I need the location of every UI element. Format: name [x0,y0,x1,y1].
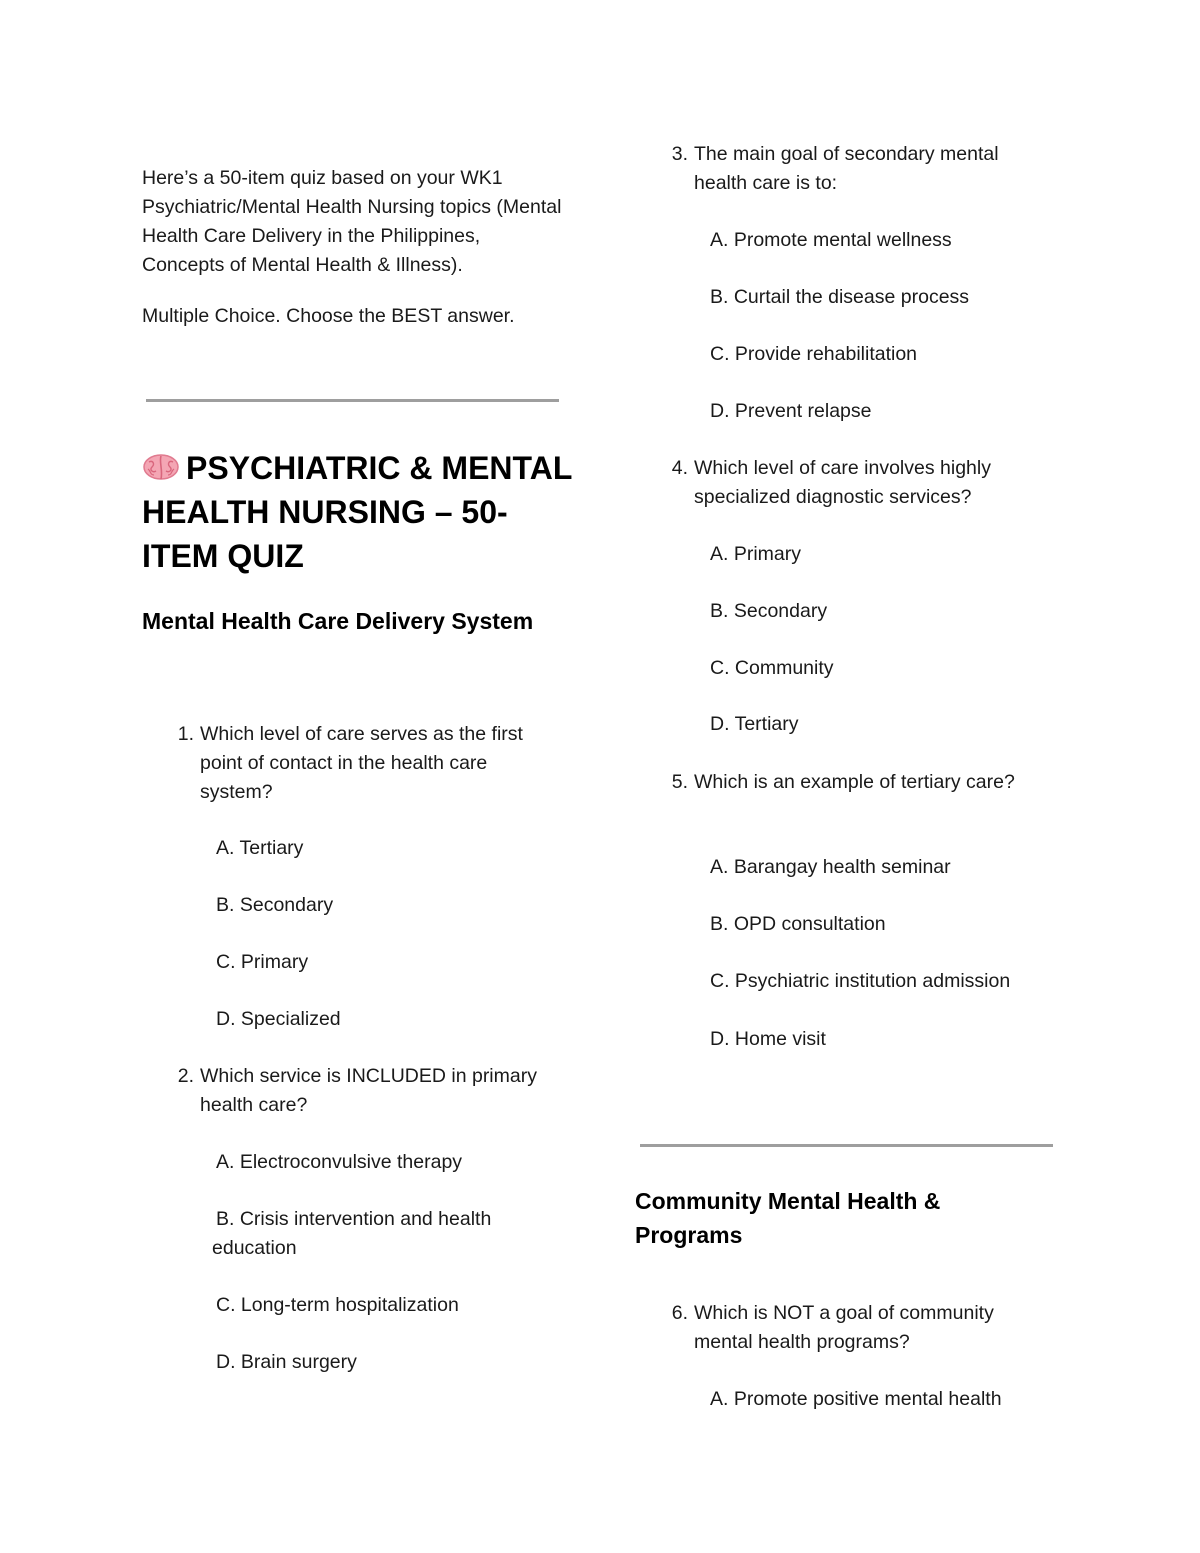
option-3b: B. Curtail the disease process [710,286,970,308]
question-number: 5. [671,771,688,793]
quiz-title [142,446,572,578]
question-3 [658,140,1058,200]
option-1c: C. Primary [216,951,309,973]
option-5c: C. Psychiatric institution admission [710,970,1011,992]
option-2a: A. Electroconvulsive therapy [216,1151,463,1173]
option-4b: B. Secondary [710,600,828,622]
option-5b: B. OPD consultation [710,913,886,935]
question-5 [658,768,1058,828]
intro-text: Here’s a 50-item quiz based on your WK1 Psychiatric/Mental Health Nursing topics (Mental Health Care Delivery in the Philippines, Concepts of Mental Health & Illness). [142,167,562,276]
intro-block [142,164,562,331]
option-2b: B. Crisis intervention and health education [212,1208,492,1259]
option-2c: C. Long-term hospitalization [216,1294,459,1316]
question-6 [658,1299,1058,1359]
quiz-title-text: PSYCHIATRIC & MENTAL HEALTH NURSING – 50-ITEM QUIZ [142,450,572,574]
option-4d: D. Tertiary [710,713,799,735]
section-heading-community-programs: Community Mental Health & Programs [635,1188,941,1248]
option-2d: D. Brain surgery [216,1351,357,1373]
question-number: 2. [177,1065,194,1087]
question-1 [164,720,564,810]
option-4a: A. Primary [710,543,802,565]
question-stem: Which level of care serves as the first point of contact in the health care system? [200,723,523,803]
question-stem: Which is an example of tertiary care? [694,771,1015,793]
option-5a: A. Barangay health seminar [710,856,951,878]
option-1d: D. Specialized [216,1008,341,1030]
quiz-instructions: Multiple Choice. Choose the BEST answer. [142,305,515,327]
option-4c: C. Community [710,657,834,679]
brain-icon [142,449,180,479]
option-3c: C. Provide rehabilitation [710,343,918,365]
option-6a: A. Promote positive mental health [710,1388,1002,1410]
option-3a: A. Promote mental wellness [710,229,952,251]
option-1a: A. Tertiary [216,837,304,859]
horizontal-divider [146,399,559,402]
section-heading-delivery-system: Mental Health Care Delivery System [142,608,534,634]
question-stem: The main goal of secondary mental health care is to: [694,143,999,194]
question-4 [658,454,1058,514]
question-stem: Which is NOT a goal of community mental health programs? [694,1302,994,1353]
option-5d: D. Home visit [710,1028,826,1050]
question-number: 6. [671,1302,688,1324]
question-number: 4. [671,457,688,479]
question-2 [164,1062,564,1122]
question-stem: Which service is INCLUDED in primary health care? [200,1065,537,1116]
option-3d: D. Prevent relapse [710,400,872,422]
option-1b: B. Secondary [216,894,334,916]
question-number: 3. [671,143,688,165]
question-number: 1. [177,723,194,745]
question-stem: Which level of care involves highly specialized diagnostic services? [694,457,991,508]
horizontal-divider [640,1144,1053,1147]
